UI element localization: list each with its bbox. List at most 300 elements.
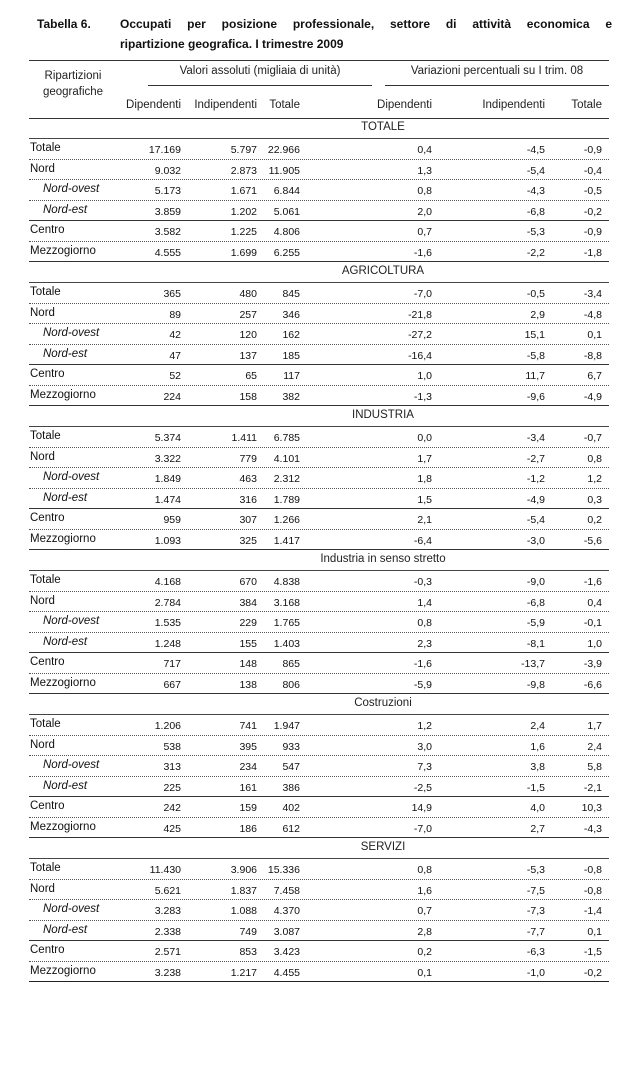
row-geo-label: Nord-ovest <box>43 759 100 771</box>
cell-abs-dipendenti: 5.374 <box>154 432 181 444</box>
cell-var-indipendenti: -5,9 <box>526 617 545 629</box>
cell-var-dipendenti: 1,5 <box>417 493 432 506</box>
cell-var-totale: 0,3 <box>587 493 602 506</box>
cell-abs-dipendenti: 1.535 <box>154 617 181 629</box>
row-geo-label: Totale <box>30 862 61 874</box>
header-group-absolute-label: Valori assoluti (migliaia di unità) <box>179 65 341 77</box>
cell-abs-totale: 933 <box>282 740 300 753</box>
cell-abs-totale: 4.806 <box>273 226 300 238</box>
row-geo-label: Totale <box>30 718 61 730</box>
cell-abs-indipendenti: 741 <box>239 720 257 732</box>
cell-abs-totale: 3.087 <box>273 925 300 938</box>
cell-abs-dipendenti: 959 <box>163 514 181 526</box>
cell-abs-indipendenti: 137 <box>239 349 257 362</box>
table-row <box>29 242 609 263</box>
cell-abs-dipendenti: 667 <box>163 678 181 691</box>
section-title <box>29 262 609 283</box>
table-body <box>29 118 609 982</box>
cell-var-totale: 1,2 <box>587 473 602 485</box>
header-group-variation-underline <box>385 85 609 86</box>
cell-var-dipendenti: -7,0 <box>413 822 432 835</box>
cell-abs-totale: 1.789 <box>273 493 300 506</box>
table-row <box>29 777 609 798</box>
cell-abs-dipendenti: 313 <box>163 761 181 773</box>
table-row <box>29 345 609 366</box>
cell-abs-totale: 3.168 <box>273 596 300 609</box>
header-group-variation-label: Variazioni percentuali su I trim. 08 <box>410 65 584 77</box>
table-row <box>29 448 609 469</box>
cell-var-dipendenti: 1,8 <box>417 473 432 485</box>
row-geo-label: Nord-ovest <box>43 615 100 627</box>
table-row <box>29 180 609 201</box>
cell-var-totale: -0,5 <box>583 185 602 197</box>
table-row <box>29 818 609 839</box>
cell-var-dipendenti: 1,6 <box>417 884 432 897</box>
cell-var-dipendenti: 1,4 <box>417 596 432 609</box>
row-geo-label: Mezzogiorno <box>30 388 96 401</box>
cell-var-totale: -3,4 <box>583 288 602 300</box>
row-geo-label: Nord <box>30 594 55 607</box>
cell-abs-indipendenti: 307 <box>239 514 257 526</box>
cell-abs-dipendenti: 1.474 <box>154 493 181 506</box>
cell-var-indipendenti: -6,8 <box>526 596 545 609</box>
cell-abs-totale: 3.423 <box>273 946 300 958</box>
cell-abs-dipendenti: 1.206 <box>154 720 181 732</box>
section-title <box>29 694 609 715</box>
row-geo-label: Mezzogiorno <box>30 820 96 833</box>
table-row <box>29 427 609 448</box>
cell-abs-totale: 7.458 <box>273 884 300 897</box>
cell-var-totale: 0,1 <box>587 329 602 341</box>
cell-var-dipendenti: 0,8 <box>417 185 432 197</box>
row-geo-label: Nord-ovest <box>43 183 100 195</box>
cell-abs-indipendenti: 186 <box>239 822 257 835</box>
cell-var-dipendenti: -1,3 <box>413 390 432 403</box>
cell-var-dipendenti: -27,2 <box>408 329 432 341</box>
cell-abs-dipendenti: 4.555 <box>154 246 181 259</box>
section-title-label: Costruzioni <box>354 697 412 709</box>
cell-var-indipendenti: -9,8 <box>526 678 545 691</box>
cell-abs-dipendenti: 3.582 <box>154 226 181 238</box>
cell-abs-totale: 865 <box>282 658 300 670</box>
cell-abs-dipendenti: 242 <box>163 802 181 814</box>
cell-abs-totale: 402 <box>282 802 300 814</box>
cell-var-dipendenti: -7,0 <box>413 288 432 300</box>
cell-abs-totale: 162 <box>282 329 300 341</box>
cell-var-totale: -0,2 <box>583 205 602 218</box>
table-row <box>29 859 609 880</box>
cell-var-dipendenti: -5,9 <box>413 678 432 691</box>
cell-var-dipendenti: -16,4 <box>408 349 432 362</box>
cell-var-dipendenti: 0,0 <box>417 432 432 444</box>
cell-var-totale: -1,6 <box>583 576 602 588</box>
cell-abs-indipendenti: 159 <box>239 802 257 814</box>
cell-var-dipendenti: 1,2 <box>417 720 432 732</box>
cell-var-dipendenti: 2,8 <box>417 925 432 938</box>
cell-var-indipendenti: -2,7 <box>526 452 545 465</box>
row-geo-label: Centro <box>30 368 65 380</box>
table-number: Tabella 6. <box>37 17 91 31</box>
header-geo-area <box>29 68 117 100</box>
cell-abs-dipendenti: 5.173 <box>154 185 181 197</box>
cell-var-totale: -0,2 <box>583 966 602 979</box>
table-title <box>120 14 612 54</box>
table-row <box>29 880 609 901</box>
cell-var-indipendenti: -1,5 <box>526 781 545 794</box>
table-row <box>29 941 609 962</box>
section-title <box>29 406 609 427</box>
cell-var-dipendenti: 0,4 <box>417 144 432 156</box>
cell-abs-dipendenti: 225 <box>163 781 181 794</box>
cell-var-totale: 0,8 <box>587 452 602 465</box>
cell-var-indipendenti: -5,8 <box>526 349 545 362</box>
cell-var-indipendenti: 2,9 <box>530 308 545 321</box>
row-geo-label: Centro <box>30 800 65 812</box>
table-row <box>29 304 609 325</box>
table-title-line-1: Occupati per posizione professionale, settore di attività economica e <box>120 17 612 31</box>
cell-abs-totale: 4.101 <box>273 452 300 465</box>
row-geo-label: Nord-est <box>43 347 88 360</box>
cell-var-indipendenti: -1,2 <box>526 473 545 485</box>
row-geo-label: Centro <box>30 656 65 668</box>
cell-var-totale: -0,7 <box>583 432 602 444</box>
table-row <box>29 653 609 674</box>
cell-abs-dipendenti: 3.283 <box>154 905 181 917</box>
table-row <box>29 797 609 818</box>
cell-abs-indipendenti: 1.411 <box>231 432 257 444</box>
cell-abs-dipendenti: 3.322 <box>154 452 181 465</box>
table-row <box>29 160 609 181</box>
row-geo-label: Nord-ovest <box>43 327 100 339</box>
cell-var-indipendenti: -5,3 <box>526 864 545 876</box>
cell-abs-totale: 4.455 <box>273 966 300 979</box>
cell-var-totale: -0,4 <box>583 164 602 177</box>
cell-var-dipendenti: -0,3 <box>413 576 432 588</box>
row-geo-label: Nord <box>30 162 55 175</box>
cell-var-dipendenti: 0,1 <box>417 966 432 979</box>
cell-abs-indipendenti: 395 <box>239 740 257 753</box>
header-abs-totale: Totale <box>269 99 300 111</box>
cell-abs-totale: 6.255 <box>273 246 300 259</box>
row-geo-label: Nord-est <box>43 923 88 936</box>
cell-abs-indipendenti: 257 <box>239 308 257 321</box>
table-row <box>29 612 609 633</box>
cell-abs-totale: 2.312 <box>273 473 300 485</box>
cell-abs-dipendenti: 3.238 <box>154 966 181 979</box>
cell-var-indipendenti: 1,6 <box>530 740 545 753</box>
cell-abs-indipendenti: 1.225 <box>230 226 257 238</box>
cell-var-indipendenti: -4,5 <box>526 144 545 156</box>
cell-var-totale: -0,8 <box>583 864 602 876</box>
header-var-totale: Totale <box>571 99 602 111</box>
table-row <box>29 283 609 304</box>
cell-abs-dipendenti: 2.571 <box>154 946 181 958</box>
section-title-label: AGRICOLTURA <box>341 265 425 277</box>
cell-var-dipendenti: -6,4 <box>413 534 432 547</box>
cell-abs-totale: 386 <box>282 781 300 794</box>
section-title-label: Industria in senso stretto <box>320 553 446 565</box>
row-geo-label: Totale <box>30 574 61 586</box>
cell-var-dipendenti: 2,1 <box>417 514 432 526</box>
cell-var-indipendenti: -4,3 <box>526 185 545 197</box>
cell-abs-indipendenti: 1.699 <box>230 246 257 259</box>
cell-abs-totale: 612 <box>282 822 300 835</box>
row-geo-label: Mezzogiorno <box>30 964 96 977</box>
cell-var-totale: 2,4 <box>587 740 602 753</box>
cell-abs-dipendenti: 2.784 <box>154 596 181 609</box>
cell-var-indipendenti: -4,9 <box>526 493 545 506</box>
section-title-label: TOTALE <box>361 121 405 133</box>
cell-abs-dipendenti: 717 <box>163 658 181 670</box>
cell-abs-indipendenti: 853 <box>239 946 257 958</box>
section-title-label: SERVIZI <box>360 841 406 853</box>
cell-var-totale: 0,4 <box>587 596 602 609</box>
cell-abs-indipendenti: 779 <box>239 452 257 465</box>
cell-var-indipendenti: -3,4 <box>526 432 545 444</box>
cell-var-indipendenti: -3,0 <box>526 534 545 547</box>
cell-var-totale: -0,9 <box>583 144 602 156</box>
table-row <box>29 900 609 921</box>
cell-var-indipendenti: 15,1 <box>524 329 545 341</box>
table-row <box>29 530 609 551</box>
cell-abs-indipendenti: 1.088 <box>230 905 257 917</box>
cell-var-totale: 5,8 <box>587 761 602 773</box>
cell-var-indipendenti: -2,2 <box>526 246 545 259</box>
row-geo-label: Nord-est <box>43 635 88 648</box>
row-geo-label: Nord <box>30 306 55 319</box>
cell-var-dipendenti: -2,5 <box>413 781 432 794</box>
cell-var-indipendenti: 2,7 <box>530 822 545 835</box>
cell-abs-indipendenti: 316 <box>239 493 257 506</box>
cell-var-dipendenti: 2,3 <box>417 637 432 650</box>
cell-var-indipendenti: 3,8 <box>530 761 545 773</box>
cell-abs-totale: 382 <box>282 390 300 403</box>
row-geo-label: Nord-est <box>43 491 88 504</box>
cell-var-dipendenti: -21,8 <box>408 308 432 321</box>
cell-abs-dipendenti: 52 <box>169 370 181 382</box>
cell-var-totale: -8,8 <box>583 349 602 362</box>
cell-var-indipendenti: 4,0 <box>530 802 545 814</box>
cell-abs-dipendenti: 2.338 <box>154 925 181 938</box>
cell-abs-indipendenti: 480 <box>239 288 257 300</box>
cell-var-indipendenti: -13,7 <box>521 658 545 670</box>
cell-abs-indipendenti: 670 <box>239 576 257 588</box>
cell-abs-totale: 806 <box>282 678 300 691</box>
cell-var-totale: -1,4 <box>583 905 602 917</box>
cell-var-indipendenti: -9,6 <box>526 390 545 403</box>
row-geo-label: Mezzogiorno <box>30 532 96 545</box>
cell-var-totale: -0,1 <box>583 617 602 629</box>
cell-abs-totale: 4.838 <box>273 576 300 588</box>
row-geo-label: Totale <box>30 142 61 154</box>
cell-var-totale: -2,1 <box>583 781 602 794</box>
cell-abs-dipendenti: 365 <box>163 288 181 300</box>
cell-var-dipendenti: 1,0 <box>417 370 432 382</box>
cell-var-totale: -6,6 <box>583 678 602 691</box>
cell-abs-dipendenti: 5.621 <box>154 884 181 897</box>
table-top-rule <box>29 60 609 61</box>
cell-var-totale: 1,0 <box>587 637 602 650</box>
cell-var-dipendenti: 1,3 <box>417 164 432 177</box>
cell-var-dipendenti: 0,8 <box>417 864 432 876</box>
table-row <box>29 592 609 613</box>
section-title <box>29 838 609 859</box>
cell-var-totale: 10,3 <box>581 802 602 814</box>
cell-var-indipendenti: -1,0 <box>526 966 545 979</box>
cell-var-dipendenti: -1,6 <box>413 246 432 259</box>
row-geo-label: Nord-est <box>43 203 88 216</box>
cell-abs-indipendenti: 2.873 <box>230 164 257 177</box>
cell-var-totale: -5,6 <box>583 534 602 547</box>
cell-abs-indipendenti: 463 <box>239 473 257 485</box>
cell-var-indipendenti: -5,3 <box>526 226 545 238</box>
cell-abs-indipendenti: 234 <box>239 761 257 773</box>
cell-abs-indipendenti: 161 <box>239 781 257 794</box>
row-geo-label: Nord-est <box>43 779 88 792</box>
cell-abs-totale: 6.785 <box>273 432 300 444</box>
cell-var-totale: -0,8 <box>583 884 602 897</box>
cell-abs-indipendenti: 1.671 <box>230 185 257 197</box>
cell-var-dipendenti: 2,0 <box>417 205 432 218</box>
cell-abs-totale: 6.844 <box>273 185 300 197</box>
cell-abs-indipendenti: 1.217 <box>230 966 257 979</box>
cell-abs-indipendenti: 325 <box>239 534 257 547</box>
header-geo-line-1: Ripartizioni <box>44 70 102 82</box>
cell-var-dipendenti: 0,2 <box>417 946 432 958</box>
cell-abs-totale: 845 <box>282 288 300 300</box>
cell-var-dipendenti: -1,6 <box>413 658 432 670</box>
cell-var-totale: 1,7 <box>587 720 602 732</box>
cell-var-totale: -0,9 <box>583 226 602 238</box>
header-var-dipendenti: Dipendenti <box>377 99 432 111</box>
cell-abs-dipendenti: 1.248 <box>154 637 181 650</box>
table-row <box>29 756 609 777</box>
cell-abs-indipendenti: 138 <box>239 678 257 691</box>
cell-abs-dipendenti: 9.032 <box>154 164 181 177</box>
cell-var-totale: -4,8 <box>583 308 602 321</box>
cell-abs-dipendenti: 538 <box>163 740 181 753</box>
header-geo-line-2: geografiche <box>42 86 104 98</box>
table-row <box>29 509 609 530</box>
cell-var-dipendenti: 0,8 <box>417 617 432 629</box>
row-geo-label: Centro <box>30 224 65 236</box>
cell-var-totale: 6,7 <box>587 370 602 382</box>
cell-var-indipendenti: 2,4 <box>530 720 545 732</box>
cell-var-dipendenti: 3,0 <box>417 740 432 753</box>
table-row <box>29 571 609 592</box>
section-title-label: INDUSTRIA <box>352 409 414 421</box>
cell-abs-indipendenti: 65 <box>245 370 257 382</box>
cell-abs-totale: 117 <box>283 370 300 382</box>
table-row <box>29 386 609 407</box>
table-row <box>29 489 609 510</box>
cell-abs-indipendenti: 749 <box>239 925 257 938</box>
cell-abs-dipendenti: 47 <box>169 349 181 362</box>
section-title <box>29 550 609 571</box>
cell-abs-totale: 346 <box>282 308 300 321</box>
header-group-variation <box>385 65 609 77</box>
cell-var-indipendenti: -6,3 <box>526 946 545 958</box>
cell-abs-indipendenti: 120 <box>239 329 257 341</box>
cell-var-indipendenti: -7,7 <box>526 925 545 938</box>
header-group-absolute <box>148 65 372 77</box>
cell-var-totale: -4,9 <box>583 390 602 403</box>
table-row <box>29 921 609 942</box>
table-row <box>29 674 609 695</box>
cell-abs-dipendenti: 17.169 <box>148 144 181 156</box>
cell-var-indipendenti: -5,4 <box>526 164 545 177</box>
cell-abs-dipendenti: 425 <box>163 822 181 835</box>
cell-var-indipendenti: -8,1 <box>526 637 545 650</box>
cell-var-totale: 0,2 <box>587 514 602 526</box>
table-row <box>29 468 609 489</box>
row-geo-label: Centro <box>30 944 65 956</box>
table-row <box>29 962 609 983</box>
table-row <box>29 736 609 757</box>
table-row <box>29 365 609 386</box>
row-geo-label: Mezzogiorno <box>30 244 96 257</box>
row-geo-label: Nord <box>30 882 55 895</box>
cell-abs-totale: 1.417 <box>273 534 300 547</box>
header-group-absolute-underline <box>148 85 372 86</box>
cell-var-indipendenti: -7,5 <box>526 884 545 897</box>
row-geo-label: Centro <box>30 512 65 524</box>
row-geo-label: Nord-ovest <box>43 903 100 915</box>
cell-abs-totale: 22.966 <box>267 144 300 156</box>
cell-abs-dipendenti: 11.430 <box>149 864 181 876</box>
section-title <box>29 118 609 139</box>
row-geo-label: Nord <box>30 450 55 463</box>
table-row <box>29 633 609 654</box>
cell-abs-totale: 1.947 <box>273 720 300 732</box>
cell-abs-totale: 547 <box>282 761 300 773</box>
cell-var-indipendenti: 11,7 <box>525 370 545 382</box>
cell-abs-dipendenti: 4.168 <box>154 576 181 588</box>
cell-var-indipendenti: -5,4 <box>526 514 545 526</box>
cell-abs-totale: 5.061 <box>273 205 300 218</box>
cell-var-totale: -3,9 <box>583 658 602 670</box>
table-row <box>29 221 609 242</box>
row-geo-label: Totale <box>30 430 61 442</box>
cell-var-totale: -1,8 <box>583 246 602 259</box>
cell-abs-totale: 1.403 <box>273 637 300 650</box>
cell-var-totale: -1,5 <box>583 946 602 958</box>
cell-abs-indipendenti: 384 <box>239 596 257 609</box>
cell-abs-totale: 15.336 <box>267 864 300 876</box>
cell-abs-indipendenti: 148 <box>239 658 257 670</box>
cell-var-indipendenti: -7,3 <box>526 905 545 917</box>
cell-abs-totale: 11.905 <box>268 164 300 177</box>
cell-abs-indipendenti: 155 <box>239 637 257 650</box>
table-row <box>29 201 609 222</box>
cell-abs-indipendenti: 229 <box>239 617 257 629</box>
cell-var-dipendenti: 14,9 <box>411 802 432 814</box>
cell-abs-indipendenti: 1.837 <box>230 884 257 897</box>
row-geo-label: Totale <box>30 286 61 298</box>
cell-var-indipendenti: -0,5 <box>526 288 545 300</box>
cell-abs-totale: 1.765 <box>273 617 300 629</box>
cell-var-dipendenti: 7,3 <box>417 761 432 773</box>
table-row <box>29 139 609 160</box>
header-abs-indipendenti: Indipendenti <box>194 99 257 111</box>
cell-var-totale: -4,3 <box>583 822 602 835</box>
row-geo-label: Nord-ovest <box>43 471 100 483</box>
cell-abs-totale: 185 <box>282 349 300 362</box>
table-row <box>29 715 609 736</box>
cell-var-indipendenti: -6,8 <box>526 205 545 218</box>
table-title-line-2: ripartizione geografica. I trimestre 2009 <box>120 37 344 51</box>
cell-abs-dipendenti: 1.849 <box>154 473 181 485</box>
